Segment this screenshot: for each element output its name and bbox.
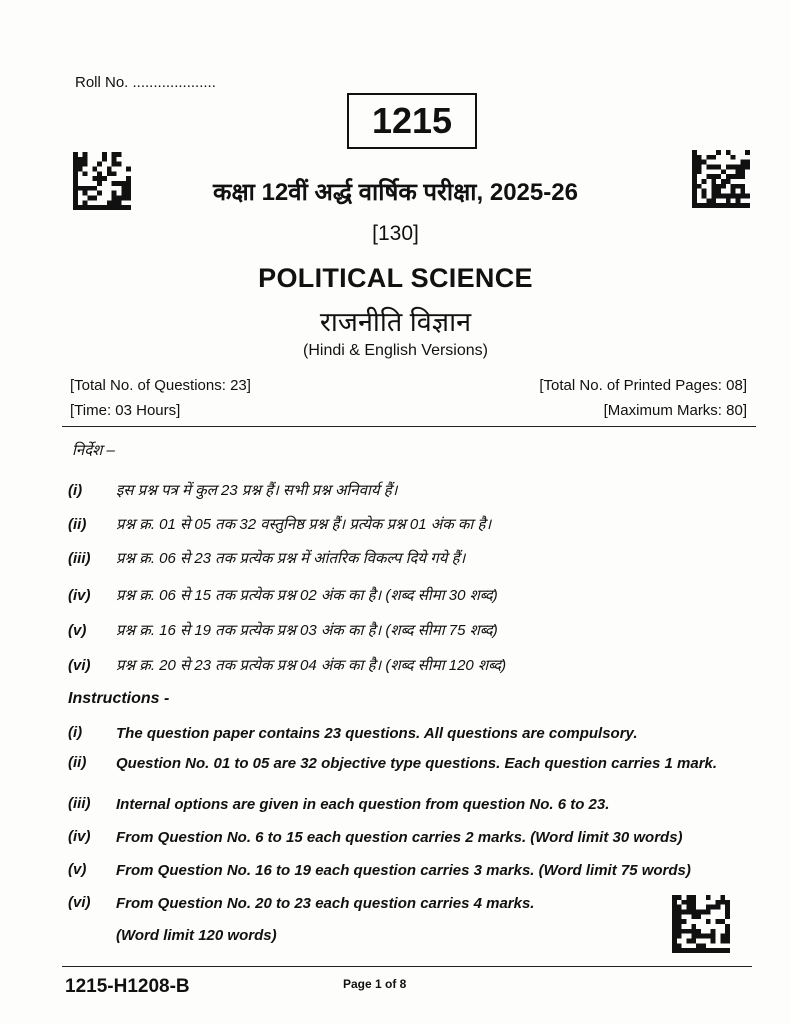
hindi-instruction-item [68, 655, 506, 675]
item-text: Internal options are given in each question from question No. 6 to 23. [116, 796, 610, 813]
item-number: (i) [68, 724, 83, 741]
item-number: (iv) [68, 828, 91, 845]
item-text: प्रश्न क्र. 20 से 23 तक प्रत्येक प्रश्न 04 अंक का है। (शब्द सीमा 120 शब्द) [116, 657, 507, 674]
item-number: (iii) [68, 550, 91, 567]
item-text: (Word limit 120 words) [116, 927, 277, 944]
item-number: (ii) [68, 754, 87, 771]
word-limit-note [116, 926, 756, 945]
hindi-instruction-item [68, 480, 397, 500]
item-text: प्रश्न क्र. 06 से 23 तक प्रत्येक प्रश्न में आंतरिक विकल्प दिये गये हैं। [116, 550, 466, 567]
qr-code-bottom-right [672, 895, 730, 953]
hindi-instructions-heading: निर्देश – [72, 442, 115, 459]
maximum-marks: [Maximum Marks: 80] [603, 402, 747, 419]
item-text: इस प्रश्न पत्र में कुल 23 प्रश्न हैं। सभी प्रश्न अनिवार्य हैं। [116, 482, 398, 499]
item-text: प्रश्न क्र. 06 से 15 तक प्रत्येक प्रश्न 02 अंक का है। (शब्द सीमा 30 शब्द) [116, 587, 498, 604]
item-text: From Question No. 20 to 23 each question carries 4 marks. [116, 895, 535, 912]
item-number: (iii) [68, 795, 91, 812]
english-instruction-item [68, 861, 756, 880]
item-number: (vi) [68, 894, 91, 911]
total-questions: [Total No. of Questions: 23] [70, 377, 251, 394]
item-number: (i) [68, 482, 83, 499]
item-number: (iv) [68, 587, 91, 604]
subject-title-hindi: राजनीति विज्ञान [319, 307, 472, 337]
hindi-instruction-item [68, 620, 498, 640]
total-pages: [Total No. of Printed Pages: 08] [539, 377, 747, 394]
item-text: From Question No. 6 to 15 each question carries 2 marks. (Word limit 30 words) [116, 829, 683, 846]
english-instructions-heading: Instructions - [68, 690, 170, 707]
paper-code-box: 1215 [347, 93, 477, 149]
item-number: (vi) [68, 657, 91, 674]
hindi-instruction-item [68, 548, 465, 568]
footer-divider [62, 966, 752, 967]
roll-number-label: Roll No. .................... [75, 74, 216, 91]
english-instruction-item [68, 828, 756, 847]
page-indicator: Page 1 of 8 [343, 977, 407, 991]
hindi-instruction-item [68, 514, 491, 534]
exam-title-hindi: कक्षा 12वीं अर्द्ध वार्षिक परीक्षा, 2025-26 [213, 179, 578, 206]
exam-time: [Time: 03 Hours] [70, 402, 181, 419]
footer-paper-code: 1215-H1208-B [65, 976, 190, 997]
subject-title-english: POLITICAL SCIENCE [258, 263, 533, 293]
english-instruction-item [68, 724, 756, 743]
header-divider [62, 426, 756, 427]
item-text: प्रश्न क्र. 01 से 05 तक 32 वस्तुनिष्ठ प्रश्न हैं। प्रत्येक प्रश्न 01 अंक का है। [116, 516, 492, 533]
english-instruction-item [68, 894, 656, 913]
item-number: (v) [68, 861, 87, 878]
item-text: The question paper contains 23 questions. All questions are compulsory. [116, 725, 638, 742]
hindi-instruction-item [68, 585, 498, 605]
subject-code: [130] [372, 222, 419, 245]
english-instruction-item [68, 795, 756, 814]
item-text: From Question No. 16 to 19 each question carries 3 marks. (Word limit 75 words) [116, 862, 691, 879]
versions-note: (Hindi & English Versions) [303, 342, 488, 359]
item-text: प्रश्न क्र. 16 से 19 तक प्रत्येक प्रश्न 03 अंक का है। (शब्द सीमा 75 शब्द) [116, 622, 498, 639]
english-instruction-item [68, 754, 756, 773]
item-text: Question No. 01 to 05 are 32 objective type questions. Each question carries 1 mark. [116, 755, 718, 772]
item-number: (v) [68, 622, 87, 639]
item-number: (ii) [68, 516, 87, 533]
